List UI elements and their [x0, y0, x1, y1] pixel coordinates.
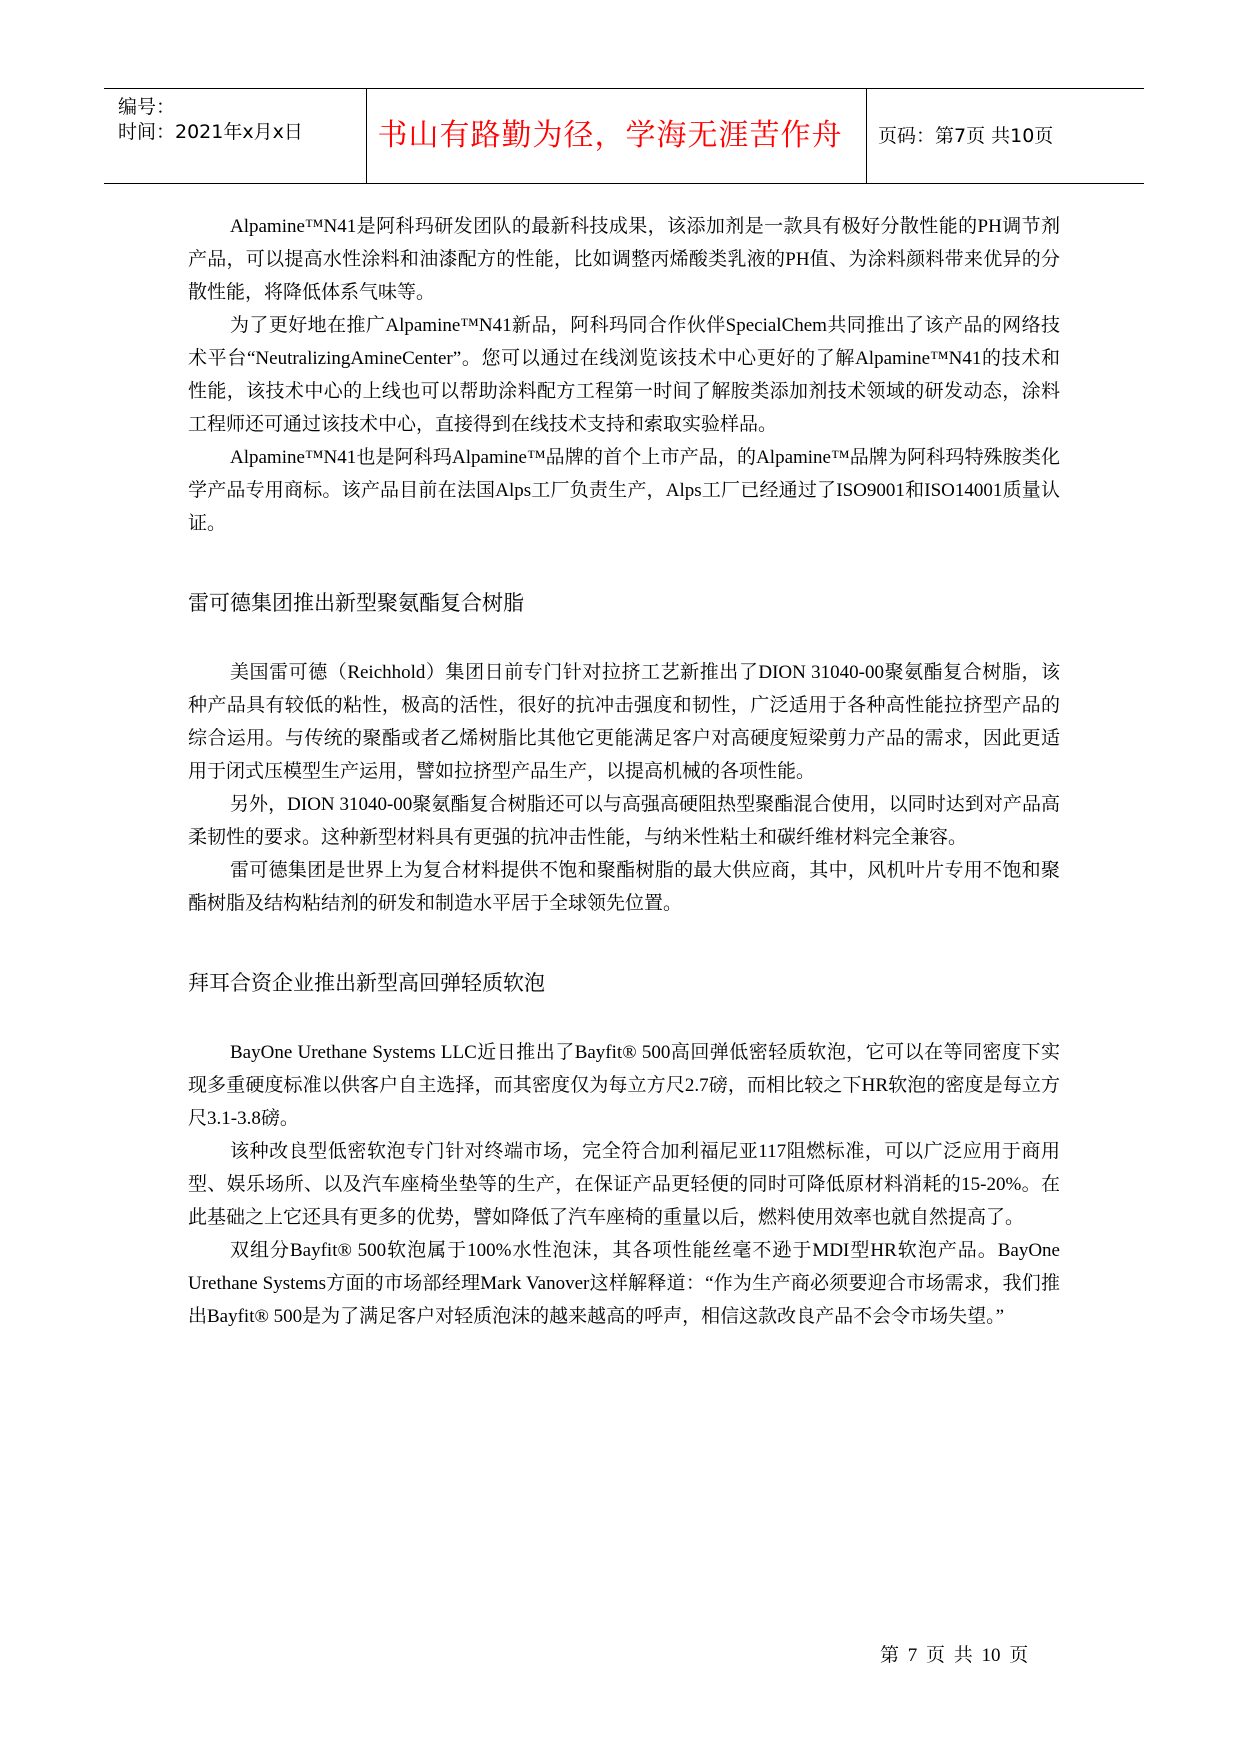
section-alpamine	[188, 210, 1060, 540]
paragraph: Alpamine™N41是阿科玛研发团队的最新科技成果，该添加剂是一款具有极好分散性能的PH调节剂产品，可以提高水性涂料和油漆配方的性能，比如调整丙烯酸类乳液的PH值、为涂料颜料带来优异的分散性能，将降低体系气味等。	[188, 216, 1060, 303]
paragraph: 另外，DION 31040-00聚氨酯复合树脂还可以与高强高硬阻热型聚酯混合使用，以同时达到对产品高柔韧性的要求。这种新型材料具有更强的抗冲击性能，与纳米性粘土和碳纤维材料完全兼容。	[188, 794, 1060, 848]
document-number-label: 编号：	[118, 96, 176, 118]
header-motto: 书山有路勤为径，学海无涯苦作舟	[377, 118, 843, 153]
header-meta	[118, 89, 368, 189]
section-heading: 雷可德集团推出新型聚氨酯复合树脂	[188, 591, 524, 615]
section-heading: 拜耳合资企业推出新型高回弹轻质软泡	[188, 971, 545, 995]
header-divider	[366, 89, 367, 183]
paragraph: 该种改良型低密软泡专门针对终端市场，完全符合加利福尼亚117阻燃标准，可以广泛应用于商用型、娱乐场所、以及汽车座椅坐垫等的生产，在保证产品更轻便的同时可降低原材料消耗的15-20%。在此基础之上它还具有更多的优势，譬如降低了汽车座椅的重量以后，燃料使用效率也就自然提高了。	[188, 1141, 1060, 1228]
paragraph: 雷可德集团是世界上为复合材料提供不饱和聚酯树脂的最大供应商，其中，风机叶片专用不饱和聚酯树脂及结构粘结剂的研发和制造水平居于全球领先位置。	[188, 860, 1060, 914]
paragraph: Alpamine™N41也是阿科玛Alpamine™品牌的首个上市产品，的Alpamine™品牌为阿科玛特殊胺类化学产品专用商标。该产品目前在法国Alps工厂负责生产，Alps工厂已经通过了ISO9001和ISO14001质量认证。	[188, 447, 1060, 534]
header-page-label: 页码：第7页 共10页	[878, 125, 1054, 147]
document-time-label: 时间：2021年x月x日	[118, 121, 303, 143]
paragraph: 为了更好地在推广Alpamine™N41新品，阿科玛同合作伙伴SpecialChem共同推出了该产品的网络技术平台“NeutralizingAmineCenter”。您可以通过在线浏览该技术中心更好的了解Alpamine™N41的技术和性能，该技术中心的上线也可以帮助涂料配方工程第一时间了解胺类添加剂技术领域的研发动态，涂料工程师还可通过该技术中心，直接得到在线技术支持和索取实验样品。	[188, 315, 1060, 435]
section-reichhold	[188, 588, 1060, 920]
paragraph: 双组分Bayfit® 500软泡属于100%水性泡沫，其各项性能丝毫不逊于MDI型HR软泡产品。BayOne Urethane Systems方面的市场部经理Mark Vanover这样解释道：“作为生产商必须要迎合市场需求，我们推出Bayfit® 500是为了满足客户对轻质泡沫的越来越高的呼声，相信这款改良产品不会令市场失望。”	[188, 1240, 1060, 1327]
page-header	[104, 88, 1144, 184]
paragraph: BayOne Urethane Systems LLC近日推出了Bayfit® 500高回弹低密轻质软泡，它可以在等同密度下实现多重硬度标准以供客户自主选择，而其密度仅为每立方尺2.7磅，而相比较之下HR软泡的密度是每立方尺3.1-3.8磅。	[188, 1042, 1060, 1129]
section-bayer	[188, 968, 1060, 1333]
document-body	[188, 210, 1060, 1333]
page-footer: 第 7 页 共 10 页	[880, 1645, 1029, 1666]
paragraph: 美国雷可德（Reichhold）集团日前专门针对拉挤工艺新推出了DION 31040-00聚氨酯复合树脂，该种产品具有较低的粘性，极高的活性，很好的抗冲击强度和韧性，广泛适用于各种高性能拉挤型产品的综合运用。与传统的聚酯或者乙烯树脂比其他它更能满足客户对高硬度短梁剪力产品的需求，因此更适用于闭式压模型生产运用，譬如拉挤型产品生产，以提高机械的各项性能。	[188, 662, 1060, 782]
